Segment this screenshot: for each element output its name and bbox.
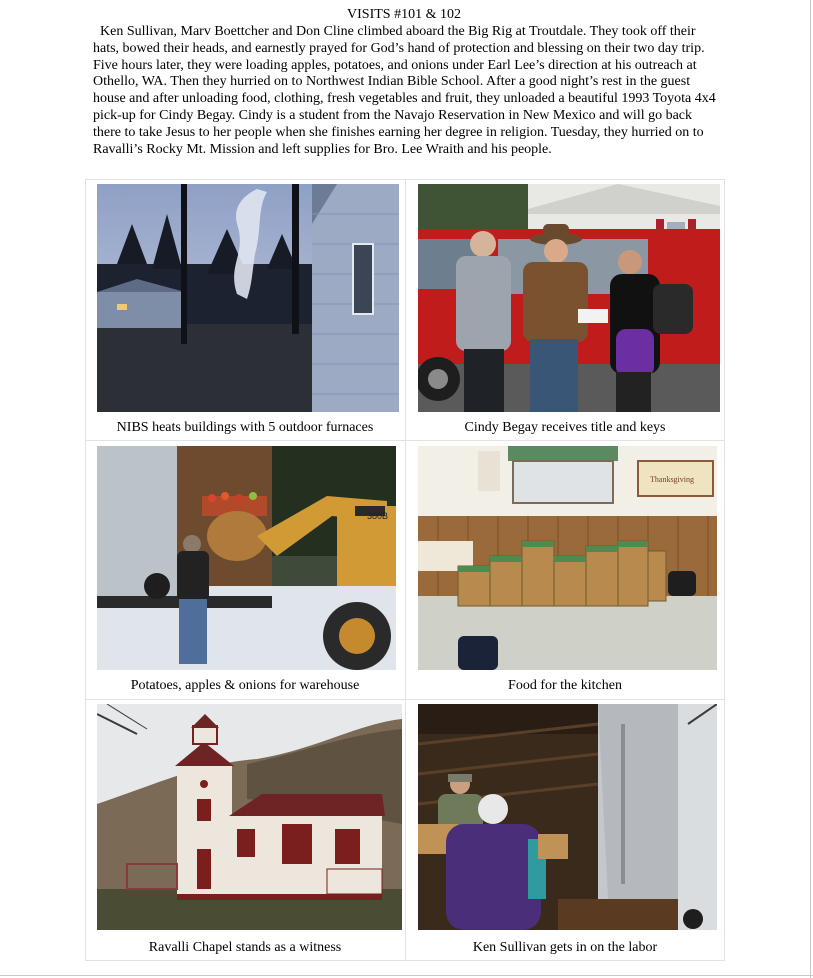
page-bottom-edge xyxy=(0,975,813,976)
body-paragraph xyxy=(93,24,723,158)
photo-chapel xyxy=(97,704,402,930)
body-text: Ken Sullivan, Marv Boettcher and Don Cline climbed aboard the Big Rig at Troutdale. They took off their hats, bowed their heads, and earnestly prayed for God’s hand of protection and blessing on their two day trip. Five hours later, they were loading apples, potatoes, and onions under Earl Lee’s direction at his outreach at Othello, WA. Then they hurried on to Northwest Indian Bible School. After a good night’s rest in the guest house and after unloading food, clothing, fresh vegetables and fruit, they unloaded a beautiful 1993 Toyota 4x4 pick-up for Cindy Begay. Cindy is a student from the Navajo Reservation in New Mexico and will go back there to take Jesus to her people when she finishes earning her degree in religion. Tuesday, they hurried on to Ravalli’s Rocky Mt. Mission and left supplies for Bro. Lee Wraith and his people. xyxy=(93,24,716,157)
photo-loader xyxy=(97,446,396,670)
page-edge xyxy=(810,0,811,978)
page-title: VISITS #101 & 102 xyxy=(347,7,461,22)
loader-label: 380B xyxy=(367,511,389,521)
photo-labor xyxy=(418,704,717,930)
caption-2: Cindy Begay receives title and keys xyxy=(464,420,666,435)
photo-kitchen-food xyxy=(418,446,717,670)
photo-title-keys xyxy=(418,184,720,412)
caption-1: NIBS heats buildings with 5 outdoor furnaces xyxy=(116,420,374,435)
caption-5: Ravalli Chapel stands as a witness xyxy=(148,940,342,955)
caption-3: Potatoes, apples & onions for warehouse xyxy=(130,678,360,693)
thanksgiving-sign: Thanksgiving xyxy=(650,475,694,484)
caption-6: Ken Sullivan gets in on the labor xyxy=(472,940,658,955)
photo-grid xyxy=(85,179,725,961)
photo-furnaces xyxy=(97,184,399,412)
caption-4: Food for the kitchen xyxy=(508,678,622,693)
